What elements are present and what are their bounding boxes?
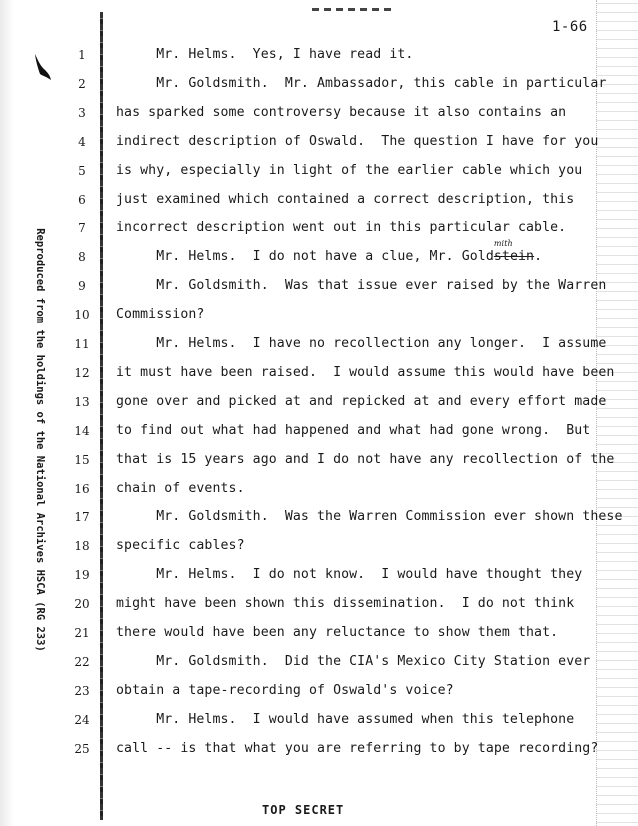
line-text-after: . — [534, 249, 543, 265]
transcript-line — [116, 192, 574, 207]
line-number: 25 — [74, 741, 90, 756]
transcript-line — [116, 278, 606, 293]
transcript-line — [116, 712, 574, 727]
transcript-line — [116, 683, 454, 698]
line-number: 21 — [74, 626, 90, 640]
line-number: 15 — [74, 452, 90, 467]
line-number: 3 — [78, 105, 86, 120]
transcript-line — [116, 509, 623, 524]
transcript-line — [116, 76, 606, 91]
line-text: just examined which contained a correct description, this — [116, 191, 575, 207]
line-text: is why, especially in light of the earlier cable which you — [116, 162, 583, 178]
line-number: 6 — [78, 192, 86, 207]
line-number: 24 — [74, 712, 90, 727]
line-number: 18 — [74, 539, 90, 554]
line-text: incorrect description went out in this particular cable. — [116, 220, 567, 236]
archive-reproduction-note: Reproduced from the holdings of the National Archives HSCA (RG 233) — [34, 228, 46, 652]
line-text: has sparked some controversy because it also contains an — [116, 104, 567, 120]
line-number: 12 — [74, 365, 90, 380]
transcript-line — [116, 481, 245, 496]
line-text: to find out what had happened and what had gone wrong. But — [116, 422, 591, 438]
line-number: 17 — [74, 510, 90, 525]
transcript-line — [116, 47, 413, 62]
line-text: that is 15 years ago and I do not have any recollection of the — [116, 451, 615, 467]
top-scan-mark — [312, 8, 392, 11]
line-number: 11 — [74, 337, 90, 351]
transcript-line — [116, 625, 558, 640]
line-text: Mr. Helms. I do not know. I would have thought they — [116, 567, 583, 583]
classification-stamp: TOP SECRET — [262, 803, 345, 817]
line-text: there would have been any reluctance to show them that. — [116, 625, 559, 640]
transcript-line — [116, 220, 566, 235]
line-text: might have been shown this dissemination. I do not think — [116, 596, 575, 612]
line-number: 23 — [74, 683, 90, 698]
scan-right-edge — [596, 0, 638, 826]
line-number: 14 — [74, 423, 90, 438]
line-text: gone over and picked at and repicked at and every effort made — [116, 393, 607, 409]
transcript-line — [116, 423, 590, 438]
page-number: 1-66 — [552, 19, 588, 35]
transcript-line — [116, 741, 598, 756]
transcript-line — [116, 596, 574, 611]
line-number: 9 — [78, 279, 86, 294]
line-number: 16 — [74, 481, 90, 496]
handwritten-mark-icon — [31, 52, 53, 82]
line-text: call -- is that what you are referring to by tape recording? — [116, 740, 599, 756]
line-number: 22 — [74, 654, 90, 669]
line-number: 20 — [74, 597, 90, 612]
transcript-line — [116, 163, 582, 178]
line-number: 7 — [78, 221, 86, 236]
line-text: Mr. Goldsmith. Was the Warren Commission ever shown these — [116, 509, 623, 525]
line-text: Mr. Goldsmith. Was that issue ever raised by the Warren — [116, 278, 607, 294]
line-number: 10 — [74, 308, 90, 323]
line-text: Mr. Helms. Yes, I have read it. — [116, 47, 414, 62]
struck-text: stein — [493, 249, 535, 265]
transcript-line — [116, 538, 245, 553]
transcript-line — [116, 567, 582, 582]
transcript-line — [116, 134, 598, 149]
line-number: 8 — [78, 250, 86, 265]
line-text: chain of events. — [116, 480, 245, 496]
line-number: 1 — [78, 48, 86, 62]
margin-rule — [100, 12, 103, 820]
correction-insert: mith — [493, 239, 513, 249]
line-number: 13 — [74, 394, 90, 409]
line-text: specific cables? — [116, 538, 245, 554]
line-text: Mr. Helms. I would have assumed when this telephone — [116, 711, 575, 727]
transcript-line — [116, 105, 566, 120]
scan-left-edge — [0, 0, 14, 826]
line-number: 19 — [74, 568, 90, 583]
line-text: Commission? — [116, 307, 205, 323]
line-text: Mr. Goldsmith. Did the CIA's Mexico City Station ever — [116, 653, 591, 669]
line-text: Mr. Goldsmith. Mr. Ambassador, this cable in particular — [116, 75, 607, 91]
line-text: Mr. Helms. I do not have a clue, Mr. Gold — [116, 249, 494, 265]
line-text: Mr. Helms. I have no recollection any longer. I assume — [116, 336, 607, 351]
line-number: 5 — [78, 163, 86, 178]
line-text: indirect description of Oswald. The question I have for you — [116, 133, 599, 149]
handwritten-correction — [493, 239, 535, 265]
line-text: it must have been raised. I would assume this would have been — [116, 364, 615, 380]
transcript-line — [116, 307, 204, 322]
line-number: 2 — [78, 76, 86, 91]
transcript-line — [116, 394, 606, 409]
line-number: 4 — [78, 134, 86, 149]
line-text: obtain a tape-recording of Oswald's voice? — [116, 682, 454, 698]
transcript-line — [116, 365, 614, 380]
transcript-line — [116, 336, 606, 351]
transcript-line — [116, 452, 614, 467]
transcript-line — [116, 654, 590, 669]
transcript-line — [116, 239, 543, 265]
